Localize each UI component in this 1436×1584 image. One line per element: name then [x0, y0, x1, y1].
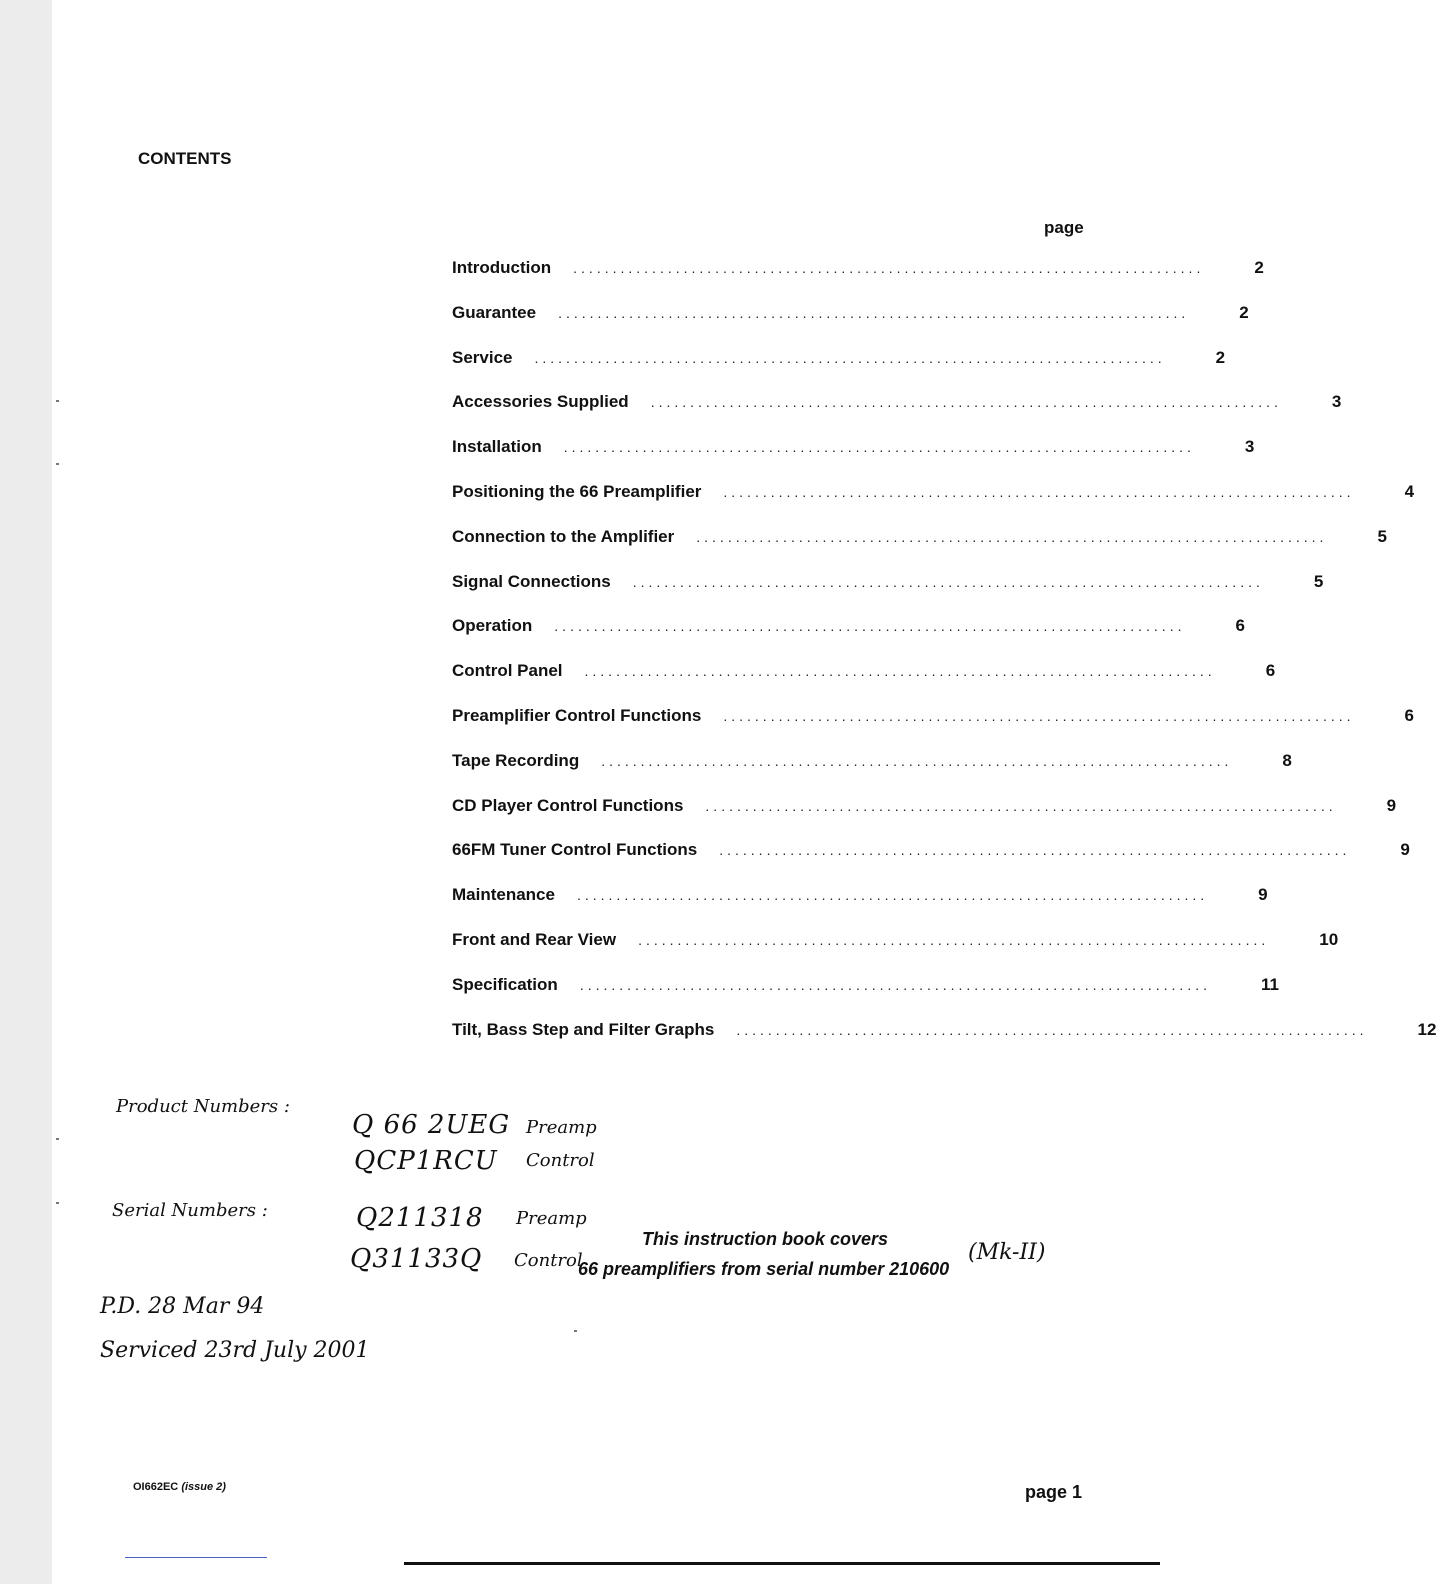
toc-entry: [452, 616, 1245, 644]
toc-entry-page: 5: [1377, 526, 1387, 546]
toc-leader-dots: ................................................................................: [696, 528, 1328, 545]
toc-entry: [452, 795, 1397, 824]
toc-leader-dots: ................................................................................: [705, 797, 1337, 814]
toc-entry-page: 3: [1244, 437, 1255, 457]
handwritten-serial-code-2: Q31133Q: [350, 1244, 483, 1274]
toc-entry-page: 9: [1400, 840, 1410, 860]
bottom-rule-right: [404, 1562, 1160, 1565]
scan-speck: [56, 1202, 59, 1204]
scan-edge: [0, 0, 52, 1584]
toc-entry-label: Preamplifier Control Functions: [452, 706, 702, 725]
bottom-rule-left: [125, 1557, 267, 1558]
toc-entry-label: Introduction: [452, 258, 552, 277]
handwritten-product-numbers-label: Product Numbers :: [116, 1096, 290, 1117]
note-line-2: 66 preamplifiers from serial number 210600: [578, 1259, 950, 1279]
toc-entry: [452, 885, 1268, 913]
toc-leader-dots: ................................................................................: [573, 260, 1205, 276]
handwritten-serial-numbers-label: Serial Numbers :: [112, 1200, 268, 1221]
toc-leader-dots: ................................................................................: [579, 976, 1211, 993]
footer-code: OI662EC: [133, 1481, 179, 1493]
toc-entry: [452, 840, 1410, 868]
page-column-label: page: [1044, 218, 1084, 237]
scan-speck: [56, 1138, 59, 1140]
toc-entry: [452, 482, 1415, 510]
toc-entry-label: Installation: [452, 437, 542, 457]
toc-entry-label: Front and Rear View: [452, 930, 617, 949]
toc-entry: [452, 1019, 1436, 1048]
toc-entry-page: 4: [1404, 482, 1415, 501]
toc-entry: [452, 437, 1255, 465]
toc-entry-label: Accessories Supplied: [452, 392, 629, 412]
toc-entry-label: Specification: [452, 974, 558, 994]
toc-leader-dots: ................................................................................: [719, 842, 1351, 859]
toc-entry: [452, 974, 1279, 1003]
handwritten-serial-note-1: Preamp: [516, 1208, 587, 1229]
toc-entry-page: 9: [1258, 885, 1268, 905]
toc-leader-dots: ................................................................................: [554, 618, 1186, 635]
toc-entry-page: 6: [1235, 616, 1245, 636]
instruction-coverage-note: [578, 1224, 949, 1284]
toc-entry-page: 11: [1260, 974, 1279, 994]
toc-entry-page: 10: [1319, 930, 1339, 949]
toc-entry: [452, 750, 1292, 779]
handwritten-product-code-1: Q 66 2UEG: [352, 1110, 511, 1140]
toc-entry-label: Service: [452, 347, 513, 367]
toc-leader-dots: ................................................................................: [723, 708, 1355, 724]
scan-speck: [56, 463, 59, 465]
toc-entry-page: 3: [1331, 392, 1342, 412]
handwritten-product-note-2: Control: [526, 1150, 595, 1171]
handwritten-product-code-2: QCP1RCU: [354, 1146, 498, 1176]
footer-document-code: [133, 1481, 226, 1493]
handwritten-product-note-1: Preamp: [526, 1117, 597, 1138]
toc-entry-label: Guarantee: [452, 302, 537, 322]
toc-leader-dots: ................................................................................: [650, 394, 1282, 411]
toc-entry: [452, 392, 1342, 420]
toc-leader-dots: ................................................................................: [584, 663, 1216, 680]
handwritten-serviced-line: Serviced 23rd July 2001: [100, 1338, 370, 1363]
handwritten-serial-note-2: Control: [514, 1250, 583, 1271]
toc-entry: [452, 706, 1414, 734]
handwritten-serial-code-1: Q211318: [356, 1203, 484, 1233]
toc-entry-label: Maintenance: [452, 885, 555, 905]
toc-entry-label: Tape Recording: [452, 750, 580, 770]
footer-page-number: page 1: [1025, 1482, 1083, 1502]
toc-entry-label: CD Player Control Functions: [452, 795, 684, 815]
toc-leader-dots: ................................................................................: [632, 573, 1264, 590]
toc-leader-dots: ................................................................................: [736, 1021, 1368, 1038]
toc-leader-dots: ................................................................................: [563, 439, 1195, 456]
toc-entry-label: Connection to the Amplifier: [452, 526, 675, 546]
toc-entry-page: 12: [1417, 1019, 1436, 1039]
toc-entry-label: Tilt, Bass Step and Filter Graphs: [452, 1019, 715, 1039]
scan-speck: [574, 1330, 577, 1332]
toc-leader-dots: ................................................................................: [534, 349, 1166, 366]
toc-entry: [452, 571, 1324, 600]
toc-entry-page: 9: [1386, 795, 1397, 815]
toc-leader-dots: ................................................................................: [638, 932, 1270, 948]
toc-entry-label: Signal Connections: [452, 571, 611, 591]
toc-entry-page: 6: [1404, 706, 1414, 725]
toc-entry: [452, 661, 1276, 689]
toc-leader-dots: ................................................................................: [558, 304, 1190, 321]
handwritten-pd-line: P.D. 28 Mar 94: [100, 1294, 265, 1319]
page-title: CONTENTS: [138, 149, 232, 168]
toc-leader-dots: ................................................................................: [576, 887, 1209, 904]
toc-entry: [452, 258, 1264, 286]
scan-speck: [56, 400, 59, 402]
toc-leader-dots: ................................................................................: [601, 752, 1233, 769]
toc-entry-page: 2: [1239, 302, 1249, 322]
toc-entry-label: 66FM Tuner Control Functions: [452, 840, 698, 860]
note-line-1: This instruction book covers: [642, 1229, 889, 1249]
toc-entry-page: 2: [1215, 347, 1226, 367]
toc-leader-dots: ................................................................................: [723, 484, 1355, 500]
toc-entry-page: 8: [1282, 750, 1292, 770]
toc-entry: [452, 526, 1387, 555]
toc-entry-label: Operation: [452, 616, 533, 636]
footer-issue: (issue 2): [181, 1481, 226, 1493]
toc-entry: [452, 302, 1249, 331]
toc-entry-page: 5: [1313, 571, 1324, 591]
toc-entry-label: Control Panel: [452, 661, 563, 681]
toc-entry: [452, 930, 1339, 958]
toc-entry-page: 6: [1265, 661, 1276, 681]
toc-entry-label: Positioning the 66 Preamplifier: [452, 482, 702, 501]
toc-entry-page: 2: [1254, 258, 1264, 277]
toc-entry: [452, 347, 1226, 376]
handwritten-mk-note: (Mk-II): [968, 1240, 1046, 1265]
